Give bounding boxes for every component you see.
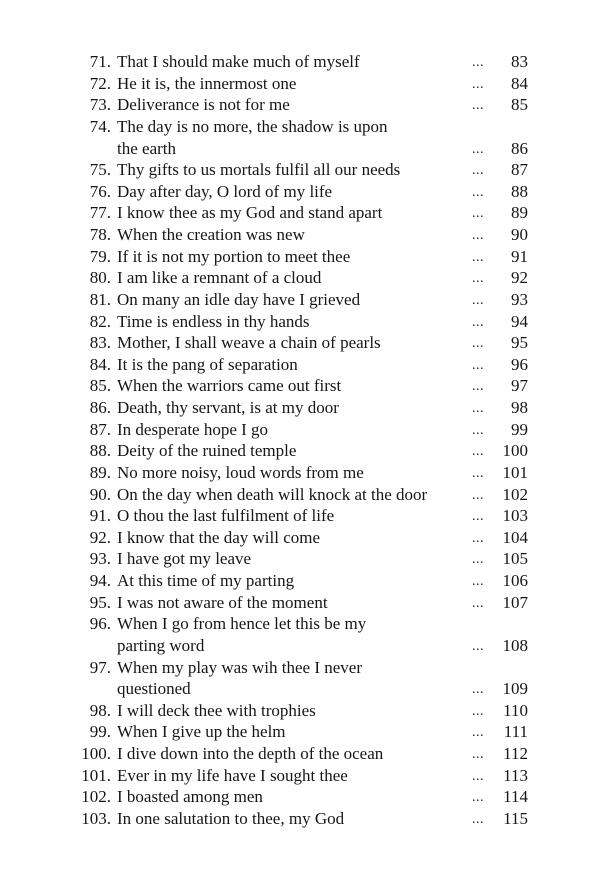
entry-title: I know thee as my God and stand apart — [117, 203, 383, 223]
toc-line — [0, 570, 600, 592]
entry-number: 86. — [89, 398, 111, 417]
toc-line — [0, 311, 600, 333]
leader-dots: ... — [472, 595, 484, 611]
toc-line — [0, 462, 600, 484]
entry-number: 97. — [89, 657, 111, 677]
leader-dots: ... — [472, 163, 484, 179]
page-number: 90 — [511, 225, 528, 244]
toc-entry — [0, 592, 600, 614]
entry-number: 80. — [89, 268, 111, 288]
entry-title: On the day when death will knock at the door — [117, 484, 428, 504]
entry-title: I boasted among men — [117, 787, 263, 807]
toc-line — [0, 224, 600, 246]
entry-number: 101. — [81, 765, 111, 785]
leader-dots: ... — [472, 271, 484, 287]
toc-line — [0, 808, 600, 830]
toc-line — [0, 289, 600, 311]
page-number: 102 — [502, 484, 528, 504]
entry-number: 84. — [89, 354, 111, 374]
entry-title: It is the pang of separation — [117, 354, 298, 374]
entry-number: 76. — [89, 181, 111, 201]
leader-dots: ... — [472, 703, 484, 719]
toc-line — [0, 159, 600, 181]
toc-line — [0, 73, 600, 95]
leader-dots: ... — [472, 811, 484, 827]
entry-title: Day after day, O lord of my life — [117, 181, 333, 201]
toc-entry — [0, 484, 600, 506]
leader-dots: ... — [472, 55, 484, 70]
entry-title: If it is not my portion to meet thee — [117, 246, 351, 266]
entry-number: 85. — [89, 376, 111, 396]
entry-title: O thou the last fulfilment of life — [117, 506, 335, 526]
leader-dots: ... — [472, 249, 484, 265]
entry-title: Time is endless in thy hands — [117, 311, 310, 331]
entry-title: In desperate hope I go — [117, 419, 269, 439]
toc-entry — [0, 462, 600, 484]
toc-line — [0, 246, 600, 268]
entry-number: 92. — [89, 527, 111, 547]
entry-title: Ever in my life have I sought thee — [117, 765, 348, 785]
toc-entry — [0, 246, 600, 268]
entry-title: When the creation was new — [117, 225, 305, 244]
entry-title: I know that the day will come — [117, 527, 321, 547]
entry-number: 71. — [89, 52, 111, 71]
toc-entry — [0, 440, 600, 462]
page-number: 105 — [502, 549, 528, 569]
entry-title: He it is, the innermost one — [117, 73, 297, 93]
page-number: 94 — [511, 311, 528, 331]
entry-number: 72. — [89, 73, 111, 93]
entry-number: 75. — [89, 160, 111, 180]
page-number: 115 — [503, 808, 528, 828]
page-number: 109 — [502, 679, 528, 699]
entry-number: 99. — [89, 722, 111, 742]
entry-title: I am like a remnant of a cloud — [117, 268, 322, 288]
leader-dots: ... — [472, 314, 484, 330]
entry-number: 74. — [89, 116, 111, 136]
entry-title: I was not aware of the moment — [117, 592, 328, 612]
entry-number: 73. — [89, 95, 111, 115]
entry-title: When I go from hence let this be my — [117, 614, 367, 634]
toc-line — [0, 267, 600, 289]
toc-entry — [0, 116, 600, 159]
page-number: 84 — [511, 73, 528, 93]
toc-entry — [0, 94, 600, 116]
entry-number: 78. — [89, 225, 111, 244]
toc-line — [0, 484, 600, 506]
toc-entry — [0, 159, 600, 181]
leader-dots: ... — [472, 401, 484, 416]
page-number: 89 — [511, 203, 528, 223]
leader-dots: ... — [472, 98, 484, 114]
entry-title: Mother, I shall weave a chain of pearls — [117, 333, 381, 353]
entry-number: 100. — [81, 744, 111, 763]
page-number: 103 — [502, 506, 528, 526]
toc-entry — [0, 332, 600, 354]
toc-line — [0, 527, 600, 549]
entry-number: 89. — [89, 462, 111, 482]
entry-title: When I give up the helm — [117, 722, 286, 742]
entry-title: I have got my leave — [117, 549, 252, 569]
leader-dots: ... — [472, 444, 484, 460]
entry-number: 77. — [89, 203, 111, 223]
entry-title: I dive down into the depth of the ocean — [117, 744, 384, 763]
leader-dots: ... — [472, 638, 484, 654]
entry-number: 98. — [89, 700, 111, 720]
toc-entry — [0, 808, 600, 830]
page-number: 100 — [502, 441, 528, 461]
toc-entry — [0, 743, 600, 765]
toc-line — [0, 375, 600, 397]
toc-entry — [0, 73, 600, 95]
toc-line — [0, 786, 600, 808]
page-number: 97 — [511, 376, 528, 396]
toc-line — [0, 419, 600, 441]
entry-title: No more noisy, loud words from me — [117, 462, 364, 482]
entry-number: 82. — [89, 311, 111, 331]
entry-number: 90. — [89, 484, 111, 504]
page-number: 98 — [511, 398, 528, 417]
toc-line — [0, 397, 600, 419]
page-number: 104 — [502, 527, 528, 547]
leader-dots: ... — [472, 768, 484, 784]
page-number: 106 — [502, 571, 528, 590]
entry-number: 102. — [81, 787, 111, 807]
toc-line — [0, 657, 600, 679]
toc-entry — [0, 311, 600, 333]
leader-dots: ... — [472, 336, 484, 352]
toc-entry — [0, 548, 600, 570]
toc-line — [0, 678, 600, 700]
page-number: 99 — [511, 419, 528, 439]
toc-line — [0, 635, 600, 657]
leader-dots: ... — [472, 574, 484, 589]
toc-line — [0, 700, 600, 722]
toc-line — [0, 613, 600, 635]
toc-entry — [0, 657, 600, 700]
leader-dots: ... — [472, 76, 484, 92]
toc-entry — [0, 375, 600, 397]
toc-entry — [0, 224, 600, 246]
entry-number: 91. — [89, 506, 111, 526]
toc-entry — [0, 354, 600, 376]
toc-line — [0, 765, 600, 787]
leader-dots: ... — [472, 747, 484, 762]
entry-number: 103. — [81, 808, 111, 828]
page-number: 93 — [511, 289, 528, 309]
page-number: 112 — [503, 744, 528, 763]
leader-dots: ... — [472, 487, 484, 503]
entry-title: the earth — [117, 138, 176, 158]
toc-line — [0, 94, 600, 116]
toc-entry — [0, 721, 600, 743]
entry-title: questioned — [117, 679, 191, 699]
toc-line — [0, 743, 600, 765]
page-number: 95 — [511, 333, 528, 353]
toc-entry — [0, 786, 600, 808]
entry-title: parting word — [117, 635, 205, 655]
leader-dots: ... — [472, 292, 484, 308]
page-number: 92 — [511, 268, 528, 288]
toc-line — [0, 548, 600, 570]
entry-number: 88. — [89, 441, 111, 461]
entry-title: At this time of my parting — [117, 571, 295, 590]
toc-entry — [0, 181, 600, 203]
toc-entry — [0, 505, 600, 527]
toc-line — [0, 138, 600, 160]
entry-title: In one salutation to thee, my God — [117, 808, 345, 828]
entry-number: 83. — [89, 333, 111, 353]
page-number: 83 — [511, 52, 528, 71]
leader-dots: ... — [472, 228, 484, 243]
page-number: 108 — [502, 635, 528, 655]
leader-dots: ... — [472, 725, 484, 741]
toc-line — [0, 440, 600, 462]
table-of-contents — [0, 51, 600, 830]
entry-number: 95. — [89, 592, 111, 612]
page-number: 88 — [511, 181, 528, 201]
toc-line — [0, 592, 600, 614]
entry-number: 79. — [89, 246, 111, 266]
entry-title: Deliverance is not for me — [117, 95, 290, 115]
leader-dots: ... — [472, 682, 484, 698]
page-number: 107 — [502, 592, 528, 612]
leader-dots: ... — [472, 379, 484, 395]
toc-entry — [0, 527, 600, 549]
entry-number: 87. — [89, 419, 111, 439]
entry-title: Death, thy servant, is at my door — [117, 398, 339, 417]
toc-line — [0, 721, 600, 743]
toc-line — [0, 51, 600, 73]
entry-title: Thy gifts to us mortals fulfil all our needs — [117, 160, 401, 180]
leader-dots: ... — [472, 790, 484, 806]
toc-line — [0, 354, 600, 376]
entry-title: When the warriors came out first — [117, 376, 342, 396]
toc-entry — [0, 397, 600, 419]
page-number: 111 — [503, 722, 528, 742]
entry-title: When my play was wih thee I never — [117, 657, 362, 677]
leader-dots: ... — [472, 357, 484, 373]
entry-title: That I should make much of myself — [117, 52, 360, 71]
page-number: 91 — [511, 246, 528, 266]
page-number: 110 — [503, 700, 528, 720]
page-number: 114 — [503, 787, 528, 807]
toc-entry — [0, 700, 600, 722]
entry-title: I will deck thee with trophies — [117, 700, 316, 720]
page-number: 85 — [511, 95, 528, 115]
toc-entry — [0, 613, 600, 656]
leader-dots: ... — [472, 184, 484, 200]
leader-dots: ... — [472, 552, 484, 568]
entry-title: The day is no more, the shadow is upon — [117, 116, 388, 136]
entry-number: 81. — [89, 289, 111, 309]
toc-line — [0, 116, 600, 138]
toc-entry — [0, 202, 600, 224]
leader-dots: ... — [472, 422, 484, 438]
page-number: 87 — [511, 160, 528, 180]
leader-dots: ... — [472, 465, 484, 481]
toc-entry — [0, 289, 600, 311]
entry-title: On many an idle day have I grieved — [117, 289, 361, 309]
toc-entry — [0, 765, 600, 787]
toc-entry — [0, 419, 600, 441]
toc-entry — [0, 51, 600, 73]
toc-line — [0, 202, 600, 224]
page-number: 101 — [502, 462, 528, 482]
page-number: 96 — [511, 354, 528, 374]
toc-entry — [0, 570, 600, 592]
leader-dots: ... — [472, 206, 484, 222]
entry-number: 94. — [89, 571, 111, 590]
leader-dots: ... — [472, 141, 484, 157]
toc-line — [0, 181, 600, 203]
toc-line — [0, 505, 600, 527]
toc-line — [0, 332, 600, 354]
page-number: 113 — [503, 765, 528, 785]
leader-dots: ... — [472, 509, 484, 525]
leader-dots: ... — [472, 530, 484, 546]
page-number: 86 — [511, 138, 528, 158]
entry-number: 96. — [89, 614, 111, 634]
toc-entry — [0, 267, 600, 289]
entry-number: 93. — [89, 549, 111, 569]
entry-title: Deity of the ruined temple — [117, 441, 297, 461]
